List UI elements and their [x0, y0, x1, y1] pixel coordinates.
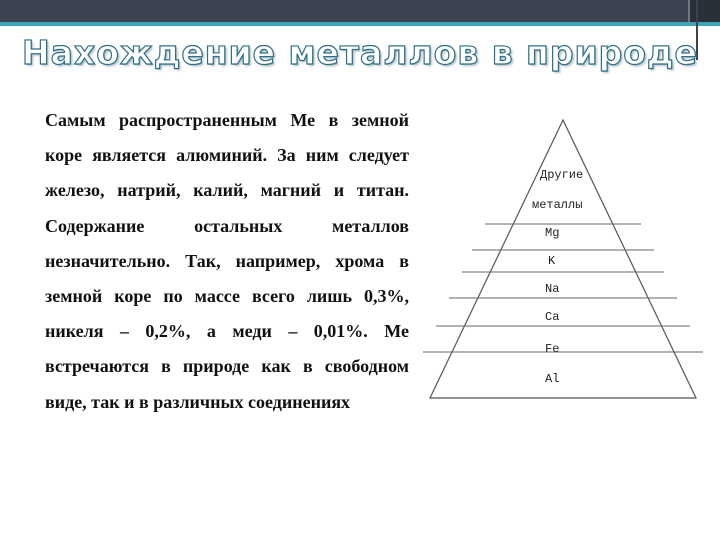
- metal-abundance-pyramid: [420, 110, 710, 410]
- tier-label-mg: Mg: [545, 226, 560, 240]
- tier-label-k: K: [548, 254, 556, 268]
- pyramid-drawing: [420, 110, 710, 410]
- top-bar-accent: [688, 0, 720, 22]
- tier-label-fe: Fe: [545, 342, 560, 356]
- pyramid-outline: [430, 120, 696, 398]
- tier-label-ca: Ca: [545, 310, 560, 324]
- tier-label-na: Na: [545, 282, 560, 296]
- tier-label-al: Al: [545, 372, 560, 386]
- body-paragraph: Самым распространенным Ме в земной коре является алюминий. За ним следует железо, натрий, калий, магний и титан. Содержание остальных металлов незначительно. Так, например, хрома в земной коре по массе всего лишь 0,3%, никеля – 0,2%, а меди – 0,01%. Ме встречаются в природе как в свободном виде, так и в различных соединениях: [45, 110, 409, 412]
- top-bar: [0, 0, 720, 22]
- tier-label-other-2: металлы: [532, 198, 583, 212]
- page-title: Нахождение металлов в природе: [22, 33, 698, 72]
- tier-label-other-1: Другие: [540, 168, 584, 182]
